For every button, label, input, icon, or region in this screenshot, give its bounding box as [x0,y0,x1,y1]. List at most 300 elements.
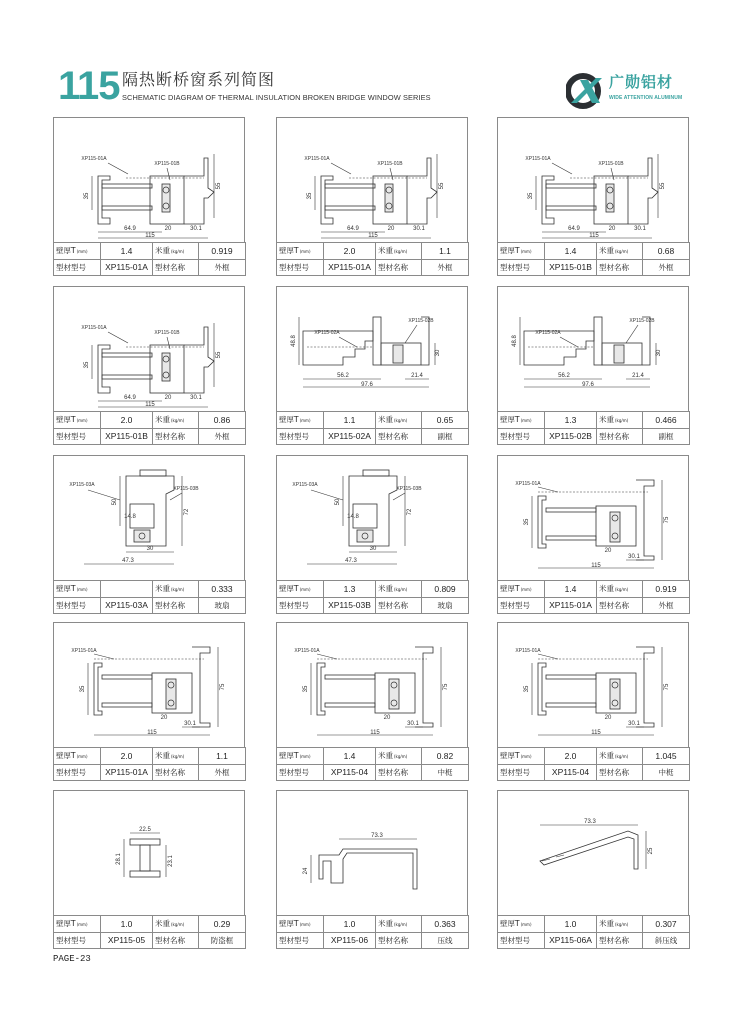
profile-drawing-frame [53,622,245,748]
weight-label-text: 米重 [155,584,170,594]
dimension-label: 14.8 [124,514,136,520]
thickness-value: 1.4 [101,243,153,260]
weight-unit: (kg/m) [394,587,408,593]
model-label: 型材型号 [277,932,324,949]
weight-value: 0.466 [643,412,690,429]
dimension-label: 30 [435,349,441,357]
model-label: 型材型号 [54,259,101,276]
spec-row-model [498,259,690,276]
spec-table [53,747,246,781]
dimension-label: 47.3 [345,558,357,564]
weight-label-text: 米重 [378,751,393,761]
spec-table [276,915,469,949]
page-number: PAGE-23 [53,954,91,964]
dimension-label: 64.9 [568,226,580,232]
weight-label [597,916,643,933]
name-value: 外框 [643,259,690,276]
thickness-value: 2.0 [545,748,597,765]
profile-drawing-frame [276,117,468,243]
weight-value: 1.1 [199,748,246,765]
weight-label [597,581,643,598]
weight-label-text: 米重 [378,919,393,929]
thickness-label [54,412,101,429]
name-label: 型材名称 [376,259,422,276]
spec-row-model [498,597,690,614]
thickness-value: 2.0 [101,412,153,429]
thickness-label-text: 壁厚T [279,415,299,425]
spec-row-thickness [54,748,246,765]
thickness-label [277,581,324,598]
dimension-label: 35 [84,192,90,200]
profile-card [53,622,245,781]
weight-label-text: 米重 [599,584,614,594]
profile-card [53,117,245,276]
dimension-label: 20 [604,548,612,554]
weight-label-text: 米重 [378,584,393,594]
weight-value: 1.1 [422,243,469,260]
profile-card [497,286,689,445]
spec-row-model [277,259,469,276]
dimension-label: 115 [591,730,601,736]
spec-table [276,747,469,781]
model-label: 型材型号 [498,764,545,781]
weight-unit: (kg/m) [171,418,185,424]
dimension-label: 30.1 [628,554,640,560]
spec-table [276,242,469,276]
thickness-label [498,916,545,933]
name-label: 型材名称 [597,764,643,781]
profile-card [497,622,689,781]
model-value: XP115-01B [545,259,597,276]
thickness-label-text: 壁厚T [56,246,76,256]
spec-table [497,747,690,781]
weight-value: 0.82 [422,748,469,765]
thickness-value: 1.4 [324,748,376,765]
model-value: XP115-02B [545,428,597,445]
spec-table [497,411,690,445]
callout-label: XP115-01B [598,161,624,167]
profile-drawing-frame [497,790,689,916]
callout-label: XP115-02B [629,318,655,324]
spec-row-thickness [277,412,469,429]
thickness-value: 1.3 [324,581,376,598]
profile-drawing-frame [497,455,689,581]
dimension-label: 115 [370,730,380,736]
thickness-label [498,243,545,260]
name-value: 外框 [199,764,246,781]
dimension-label: 48.8 [291,335,297,347]
dimension-label: 20 [383,715,391,721]
thickness-label [498,412,545,429]
outer-frame-profile-diagram [54,118,244,242]
callout-label: XP115-02A [535,330,561,336]
thickness-label [498,581,545,598]
dimension-label: 30 [369,546,377,552]
spec-row-thickness [54,581,246,598]
model-value: XP115-01A [324,259,376,276]
weight-label-text: 米重 [378,415,393,425]
profile-card [53,790,245,949]
dimension-label: 30.1 [190,395,202,401]
spec-table [276,580,469,614]
spec-table [497,915,690,949]
dimension-label: 20 [160,715,168,721]
callout-label: XP115-03A [69,482,95,488]
dimension-label: 30 [146,546,154,552]
dimension-label: 56.2 [558,373,570,379]
dimension-label: 55 [660,182,666,190]
sub-frame-profile-diagram [277,287,467,411]
weight-unit: (kg/m) [171,249,185,255]
profile-card [276,622,468,781]
mullion-profile-diagram [277,623,467,747]
profile-card [497,455,689,614]
thickness-label [277,748,324,765]
thickness-value: 1.0 [545,916,597,933]
spec-row-thickness [498,581,690,598]
spec-row-model [54,764,246,781]
thickness-label-text: 壁厚T [56,751,76,761]
dimension-label: 72 [407,508,413,516]
name-label: 型材名称 [153,597,199,614]
dimension-label: 35 [524,685,530,693]
spec-row-model [277,428,469,445]
spec-row-thickness [277,916,469,933]
dimension-label: 73.3 [371,833,383,839]
spec-row-thickness [498,748,690,765]
weight-unit: (kg/m) [394,754,408,760]
dimension-label: 20 [164,395,172,401]
thickness-unit: (mm) [76,418,88,424]
model-label: 型材型号 [498,259,545,276]
name-label: 型材名称 [597,597,643,614]
name-label: 型材名称 [153,932,199,949]
thickness-unit: (mm) [76,754,88,760]
dimension-label: 75 [664,516,670,524]
spec-row-thickness [54,243,246,260]
weight-label [376,243,422,260]
dimension-label: 20 [164,226,172,232]
dimension-label: 55 [216,351,222,359]
dimension-label: 21.4 [632,373,644,379]
weight-label-text: 米重 [155,415,170,425]
weight-label [153,243,199,260]
spec-row-thickness [277,748,469,765]
weight-label [597,748,643,765]
thickness-label-text: 壁厚T [500,246,520,256]
thickness-unit: (mm) [520,418,532,424]
spec-row-thickness [498,243,690,260]
model-label: 型材型号 [277,428,324,445]
thickness-label [498,748,545,765]
bead-profile-diagram [277,791,467,915]
outer-frame-profile-diagram [498,118,688,242]
weight-label-text: 米重 [599,246,614,256]
profile-drawing-frame [53,286,245,412]
thickness-label-text: 壁厚T [500,751,520,761]
dimension-label: 35 [303,685,309,693]
spec-row-model [277,932,469,949]
brand-name: 广勋铝材 [609,73,674,91]
spec-table [53,915,246,949]
callout-label: XP115-01A [525,156,551,162]
sash-profile-diagram [277,456,467,580]
thickness-unit: (mm) [299,754,311,760]
thickness-unit: (mm) [520,587,532,593]
dimension-label: 64.9 [124,395,136,401]
spec-row-model [277,764,469,781]
page-subtitle: SCHEMATIC DIAGRAM OF THERMAL INSULATION BROKEN BRIDGE WINDOW SERIES [122,93,431,102]
model-label: 型材型号 [498,428,545,445]
name-value: 副框 [422,428,469,445]
dimension-label: 35 [80,685,86,693]
dimension-label: 30 [656,349,662,357]
dimension-label: 35 [524,518,530,526]
outer-frame-profile-diagram [54,287,244,411]
dimension-label: 50 [112,498,118,506]
name-label: 型材名称 [597,932,643,949]
profile-drawing-frame [53,455,245,581]
dimension-label: 73.3 [584,819,596,825]
model-value: XP115-01A [545,597,597,614]
profile-drawing-frame [276,790,468,916]
weight-unit: (kg/m) [615,587,629,593]
name-label: 型材名称 [376,764,422,781]
model-label: 型材型号 [277,597,324,614]
dimension-label: 24 [303,867,309,875]
profile-card [53,286,245,445]
profile-drawing-frame [497,117,689,243]
dimension-label: 20 [608,226,616,232]
model-value: XP115-06 [324,932,376,949]
dimension-label: 35 [84,361,90,369]
weight-unit: (kg/m) [394,418,408,424]
profile-card [497,117,689,276]
dimension-label: 30.1 [634,226,646,232]
name-value: 斜压线 [643,932,690,949]
dimension-label: 97.6 [582,382,594,388]
thickness-unit: (mm) [520,922,532,928]
page-title: 隔热断桥窗系列简图 [122,70,276,89]
spec-row-model [54,428,246,445]
dimension-label: 22.5 [139,827,151,833]
name-label: 型材名称 [376,932,422,949]
name-value: 压线 [422,932,469,949]
weight-unit: (kg/m) [171,922,185,928]
thickness-value: 1.1 [324,412,376,429]
profile-card [276,117,468,276]
dimension-label: 75 [664,683,670,691]
outer-frame-profile-diagram [498,456,688,580]
model-value: XP115-02A [324,428,376,445]
dimension-label: 115 [145,402,155,408]
model-value: XP115-05 [101,932,153,949]
thickness-value: 1.4 [545,581,597,598]
thickness-unit: (mm) [299,418,311,424]
thickness-label-text: 壁厚T [500,584,520,594]
thickness-label-text: 壁厚T [500,919,520,929]
guard-frame-profile-diagram [54,791,244,915]
thickness-unit: (mm) [520,754,532,760]
dimension-label: 48.8 [512,335,518,347]
profile-card [276,790,468,949]
dimension-label: 50 [335,498,341,506]
callout-label: XP115-01A [71,648,97,654]
weight-label-text: 米重 [155,751,170,761]
name-value: 外框 [422,259,469,276]
weight-label [153,581,199,598]
dimension-label: 28.1 [116,853,122,865]
spec-row-model [498,428,690,445]
weight-label [376,581,422,598]
weight-unit: (kg/m) [394,249,408,255]
callout-label: XP115-03B [396,486,422,492]
weight-value: 1.045 [643,748,690,765]
model-value: XP115-01A [101,764,153,781]
weight-label-text: 米重 [155,919,170,929]
weight-label [153,412,199,429]
thickness-label [277,243,324,260]
spec-row-thickness [54,916,246,933]
series-number: 115 [58,64,120,108]
sash-profile-diagram [54,456,244,580]
brand-logo-icon [566,72,606,112]
dimension-label: 115 [591,563,601,569]
name-value: 防盗框 [199,932,246,949]
thickness-label-text: 壁厚T [56,919,76,929]
weight-label [597,243,643,260]
thickness-value: 2.0 [101,748,153,765]
model-label: 型材型号 [54,932,101,949]
spec-row-thickness [277,581,469,598]
profile-card [53,455,245,614]
name-value: 玻扇 [199,597,246,614]
weight-value: 0.68 [643,243,690,260]
dimension-label: 75 [220,683,226,691]
weight-value: 0.65 [422,412,469,429]
spec-row-thickness [498,412,690,429]
thickness-label [54,916,101,933]
thickness-unit: (mm) [76,587,88,593]
thickness-label [54,748,101,765]
name-value: 外框 [199,428,246,445]
outer-frame-profile-diagram [277,118,467,242]
thickness-unit: (mm) [76,249,88,255]
thickness-label-text: 壁厚T [279,246,299,256]
spec-row-thickness [277,243,469,260]
name-value: 玻扇 [422,597,469,614]
model-label: 型材型号 [54,764,101,781]
dimension-label: 30.1 [407,721,419,727]
dimension-label: 115 [145,233,155,239]
callout-label: XP115-02B [408,318,434,324]
profile-drawing-frame [53,117,245,243]
model-value: XP115-04 [324,764,376,781]
model-label: 型材型号 [277,764,324,781]
callout-label: XP115-01A [81,156,107,162]
thickness-label [54,243,101,260]
name-value: 副框 [643,428,690,445]
weight-unit: (kg/m) [171,754,185,760]
weight-label [376,916,422,933]
model-label: 型材型号 [277,259,324,276]
dimension-label: 20 [604,715,612,721]
dimension-label: 30.1 [190,226,202,232]
spec-table [497,580,690,614]
weight-value: 0.86 [199,412,246,429]
dimension-label: 75 [443,683,449,691]
dimension-label: 35 [307,192,313,200]
weight-label [153,748,199,765]
dimension-label: 14.8 [347,514,359,520]
weight-label-text: 米重 [599,415,614,425]
profile-card [276,286,468,445]
thickness-unit: (mm) [520,249,532,255]
weight-label [153,916,199,933]
profile-drawing-frame [53,790,245,916]
thickness-label-text: 壁厚T [279,919,299,929]
dimension-label: 20 [387,226,395,232]
thickness-unit: (mm) [76,922,88,928]
model-value: XP115-03B [324,597,376,614]
callout-label: XP115-03A [292,482,318,488]
dimension-label: 64.9 [347,226,359,232]
name-label: 型材名称 [153,428,199,445]
slant-bead-profile-diagram [498,791,688,915]
thickness-label-text: 壁厚T [279,751,299,761]
callout-label: XP115-01B [154,330,180,336]
callout-label: XP115-01B [377,161,403,167]
profile-card [276,455,468,614]
thickness-unit: (mm) [299,922,311,928]
callout-label: XP115-01A [304,156,330,162]
model-value: XP115-06A [545,932,597,949]
dimension-label: 115 [147,730,157,736]
spec-row-thickness [498,916,690,933]
name-label: 型材名称 [376,428,422,445]
callout-label: XP115-02A [314,330,340,336]
profile-drawing-frame [276,455,468,581]
dimension-label: 55 [216,182,222,190]
thickness-value: 1.0 [324,916,376,933]
weight-label [597,412,643,429]
spec-row-model [277,597,469,614]
model-value: XP115-01A [101,259,153,276]
profile-drawing-frame [276,622,468,748]
thickness-label-text: 壁厚T [56,584,76,594]
callout-label: XP115-01A [515,481,541,487]
spec-table [53,242,246,276]
page-header [0,0,744,118]
profile-card [497,790,689,949]
weight-value: 0.333 [199,581,246,598]
dimension-label: 56.2 [337,373,349,379]
dimension-label: 47.3 [122,558,134,564]
thickness-label-text: 壁厚T [56,415,76,425]
spec-table [53,580,246,614]
weight-value: 0.307 [643,916,690,933]
thickness-label [277,412,324,429]
weight-label-text: 米重 [599,751,614,761]
profile-drawing-frame [497,286,689,412]
weight-unit: (kg/m) [615,249,629,255]
weight-unit: (kg/m) [615,922,629,928]
thickness-value: 1.3 [545,412,597,429]
dimension-label: 55 [439,182,445,190]
spec-table [53,411,246,445]
dimension-label: 23.1 [168,855,174,867]
name-value: 中梃 [643,764,690,781]
